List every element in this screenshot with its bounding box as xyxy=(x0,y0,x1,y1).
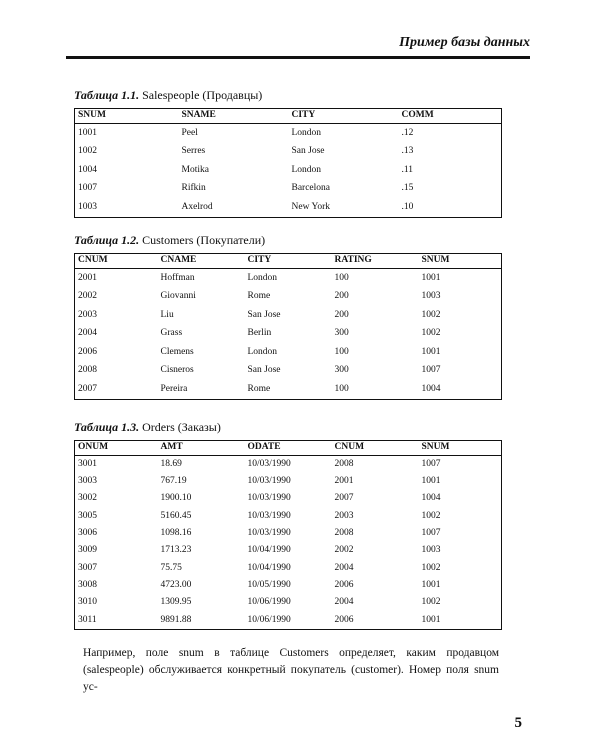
table-cell: London xyxy=(247,272,278,283)
table-cell: 10/04/1990 xyxy=(247,562,291,573)
table-cell: 75.75 xyxy=(160,562,182,573)
table-cell: 1002 xyxy=(421,597,441,608)
table-row xyxy=(75,612,502,630)
table-row xyxy=(75,306,502,325)
table-header-row xyxy=(75,441,502,456)
table-2-caption xyxy=(74,233,265,248)
table-2-caption-number: Таблица 1.2. xyxy=(74,233,140,247)
table-1-caption-text: Salespeople (Продавцы) xyxy=(139,88,263,102)
table-cell: 3007 xyxy=(75,560,158,577)
table-cell: 10/06/1990 xyxy=(247,614,291,625)
column-header-comm: COMM xyxy=(399,109,502,124)
table-cell: 3006 xyxy=(75,525,158,542)
table-3-caption-number: Таблица 1.3. xyxy=(74,420,140,434)
table-cell: Rome xyxy=(247,291,271,301)
table-cell: 9891.88 xyxy=(160,614,192,625)
table-cell: 1002 xyxy=(421,328,441,338)
column-header-city: CITY xyxy=(245,254,332,269)
table-cell: 10/03/1990 xyxy=(247,528,291,539)
table-row xyxy=(75,594,502,611)
table-cell: 10/04/1990 xyxy=(247,545,291,556)
table-cell: 10/03/1990 xyxy=(247,510,291,521)
table-row xyxy=(75,560,502,577)
customers-table xyxy=(74,253,502,400)
table-row xyxy=(75,362,502,381)
table-cell: 1003 xyxy=(421,291,441,301)
table-cell: Hoffman xyxy=(160,272,195,283)
table-cell: .13 xyxy=(401,146,414,156)
running-header-title: Пример базы данных xyxy=(399,35,530,50)
table-cell: London xyxy=(291,164,322,175)
table-cell: 1309.95 xyxy=(160,597,192,608)
table-1-caption xyxy=(74,88,262,103)
page-number: 5 xyxy=(514,715,522,731)
table-cell: 100 xyxy=(334,346,349,357)
column-header-cnum: CNUM xyxy=(332,441,419,456)
table-2-caption-text: Customers (Покупатели) xyxy=(139,233,266,247)
table-row xyxy=(75,380,502,399)
table-cell: 10/05/1990 xyxy=(247,579,291,590)
table-cell: 767.19 xyxy=(160,476,187,487)
table-cell: 200 xyxy=(334,309,349,320)
table-cell: 100 xyxy=(334,272,349,283)
table-cell: 3005 xyxy=(75,508,158,525)
table-cell: San Jose xyxy=(247,309,281,320)
table-cell: 3009 xyxy=(75,542,158,559)
table-cell: 2001 xyxy=(334,476,354,487)
table-cell: Axelrod xyxy=(181,201,213,212)
table-cell: 3001 xyxy=(75,456,158,474)
table-cell: Motika xyxy=(181,164,209,175)
table-3-caption xyxy=(74,420,221,435)
table-cell: 1007 xyxy=(421,458,441,469)
table-cell: .11 xyxy=(401,164,414,175)
table-cell: New York xyxy=(291,201,331,212)
table-row xyxy=(75,325,502,344)
table-cell: 2002 xyxy=(75,288,158,307)
table-cell: 10/06/1990 xyxy=(247,597,291,608)
table-cell: 1002 xyxy=(75,143,179,162)
column-header-amt: AMT xyxy=(158,441,245,456)
salespeople-table xyxy=(74,108,502,218)
table-cell: 10/03/1990 xyxy=(247,458,291,469)
table-cell: 2006 xyxy=(334,614,354,625)
table-cell: 300 xyxy=(334,365,349,375)
table-cell: 1004 xyxy=(75,161,179,180)
table-cell: 1001 xyxy=(421,272,441,283)
table-cell: 2007 xyxy=(75,380,158,399)
table-cell: 1001 xyxy=(421,476,441,487)
table-row xyxy=(75,269,502,288)
table-cell: Serres xyxy=(181,146,206,156)
table-row xyxy=(75,491,502,508)
table-cell: 3011 xyxy=(75,612,158,630)
table-row xyxy=(75,343,502,362)
table-cell: 1004 xyxy=(421,383,441,394)
table-cell: Pereira xyxy=(160,383,188,394)
table-cell: 2003 xyxy=(75,306,158,325)
table-row xyxy=(75,456,502,474)
column-header-snum: SNUM xyxy=(419,441,502,456)
table-cell: 2008 xyxy=(334,458,354,469)
table-cell: Rifkin xyxy=(181,183,206,193)
table-cell: 2006 xyxy=(75,343,158,362)
table-cell: Clemens xyxy=(160,346,194,357)
table-cell: 1900.10 xyxy=(160,493,192,504)
table-cell: 1001 xyxy=(421,614,441,625)
table-row xyxy=(75,525,502,542)
table-3-caption-text: Orders (Заказы) xyxy=(139,420,221,434)
column-header-onum: ONUM xyxy=(75,441,158,456)
column-header-city: CITY xyxy=(289,109,399,124)
table-cell: 3008 xyxy=(75,577,158,594)
header-rule xyxy=(66,56,530,59)
table-row xyxy=(75,180,502,199)
column-header-snum: SNUM xyxy=(75,109,179,124)
table-cell: 100 xyxy=(334,383,349,394)
table-cell: .10 xyxy=(401,201,414,212)
body-paragraph: Например, поле snum в таблице Customers определяет, каким продавцом (salespeople) обслуживается конкретный покупатель (customer). Номер поля snum ус- xyxy=(83,647,499,693)
table-cell: Grass xyxy=(160,328,183,338)
column-header-odate: ODATE xyxy=(245,441,332,456)
table-cell: Cisneros xyxy=(160,365,194,375)
orders-table xyxy=(74,440,502,630)
table-cell: 1007 xyxy=(421,528,441,539)
table-cell: 1003 xyxy=(421,545,441,556)
table-cell: 1003 xyxy=(75,198,179,217)
table-cell: 10/03/1990 xyxy=(247,476,291,487)
table-cell: Liu xyxy=(160,309,174,320)
table-cell: .12 xyxy=(401,127,414,138)
table-row xyxy=(75,288,502,307)
table-cell: 2004 xyxy=(334,597,354,608)
column-header-rating: RATING xyxy=(332,254,419,269)
table-cell: 1007 xyxy=(75,180,179,199)
table-cell: 1004 xyxy=(421,493,441,504)
table-cell: 2006 xyxy=(334,579,354,590)
table-cell: 2007 xyxy=(334,493,354,504)
table-cell: 2003 xyxy=(334,510,354,521)
table-cell: 1002 xyxy=(421,309,441,320)
table-cell: 2008 xyxy=(334,528,354,539)
table-cell: Rome xyxy=(247,383,271,394)
table-cell: 1007 xyxy=(421,365,441,375)
table-cell: .15 xyxy=(401,183,414,193)
table-cell: 2004 xyxy=(334,562,354,573)
table-row xyxy=(75,198,502,217)
table-row xyxy=(75,124,502,143)
table-1-caption-number: Таблица 1.1. xyxy=(74,88,140,102)
table-cell: Berlin xyxy=(247,328,272,338)
table-row xyxy=(75,508,502,525)
table-cell: 2001 xyxy=(75,269,158,288)
table-cell: 5160.45 xyxy=(160,510,192,521)
column-header-sname: SNAME xyxy=(179,109,289,124)
table-cell: 2004 xyxy=(75,325,158,344)
table-cell: London xyxy=(247,346,278,357)
table-header-row xyxy=(75,109,502,124)
table-cell: 1001 xyxy=(75,124,179,143)
table-cell: 18.69 xyxy=(160,458,182,469)
column-header-cnum: CNUM xyxy=(75,254,158,269)
table-row xyxy=(75,473,502,490)
table-cell: 1001 xyxy=(421,579,441,590)
table-cell: San Jose xyxy=(247,365,281,375)
table-cell: Giovanni xyxy=(160,291,196,301)
table-cell: Peel xyxy=(181,127,198,138)
table-row xyxy=(75,161,502,180)
table-cell: London xyxy=(291,127,322,138)
table-cell: 3010 xyxy=(75,594,158,611)
table-cell: 10/03/1990 xyxy=(247,493,291,504)
table-row xyxy=(75,577,502,594)
table-cell: 1002 xyxy=(421,510,441,521)
table-header-row xyxy=(75,254,502,269)
table-cell: 3002 xyxy=(75,491,158,508)
table-cell: 4723.00 xyxy=(160,579,192,590)
table-cell: 300 xyxy=(334,328,349,338)
column-header-cname: CNAME xyxy=(158,254,245,269)
table-cell: 3003 xyxy=(75,473,158,490)
table-row xyxy=(75,542,502,559)
table-cell: 1002 xyxy=(421,562,441,573)
table-cell: 200 xyxy=(334,291,349,301)
table-cell: 1001 xyxy=(421,346,441,357)
table-row xyxy=(75,143,502,162)
table-cell: 1098.16 xyxy=(160,528,192,539)
column-header-snum: SNUM xyxy=(419,254,502,269)
table-cell: 2002 xyxy=(334,545,354,556)
table-cell: Barcelona xyxy=(291,183,331,193)
table-cell: 2008 xyxy=(75,362,158,381)
table-cell: San Jose xyxy=(291,146,325,156)
table-cell: 1713.23 xyxy=(160,545,192,556)
